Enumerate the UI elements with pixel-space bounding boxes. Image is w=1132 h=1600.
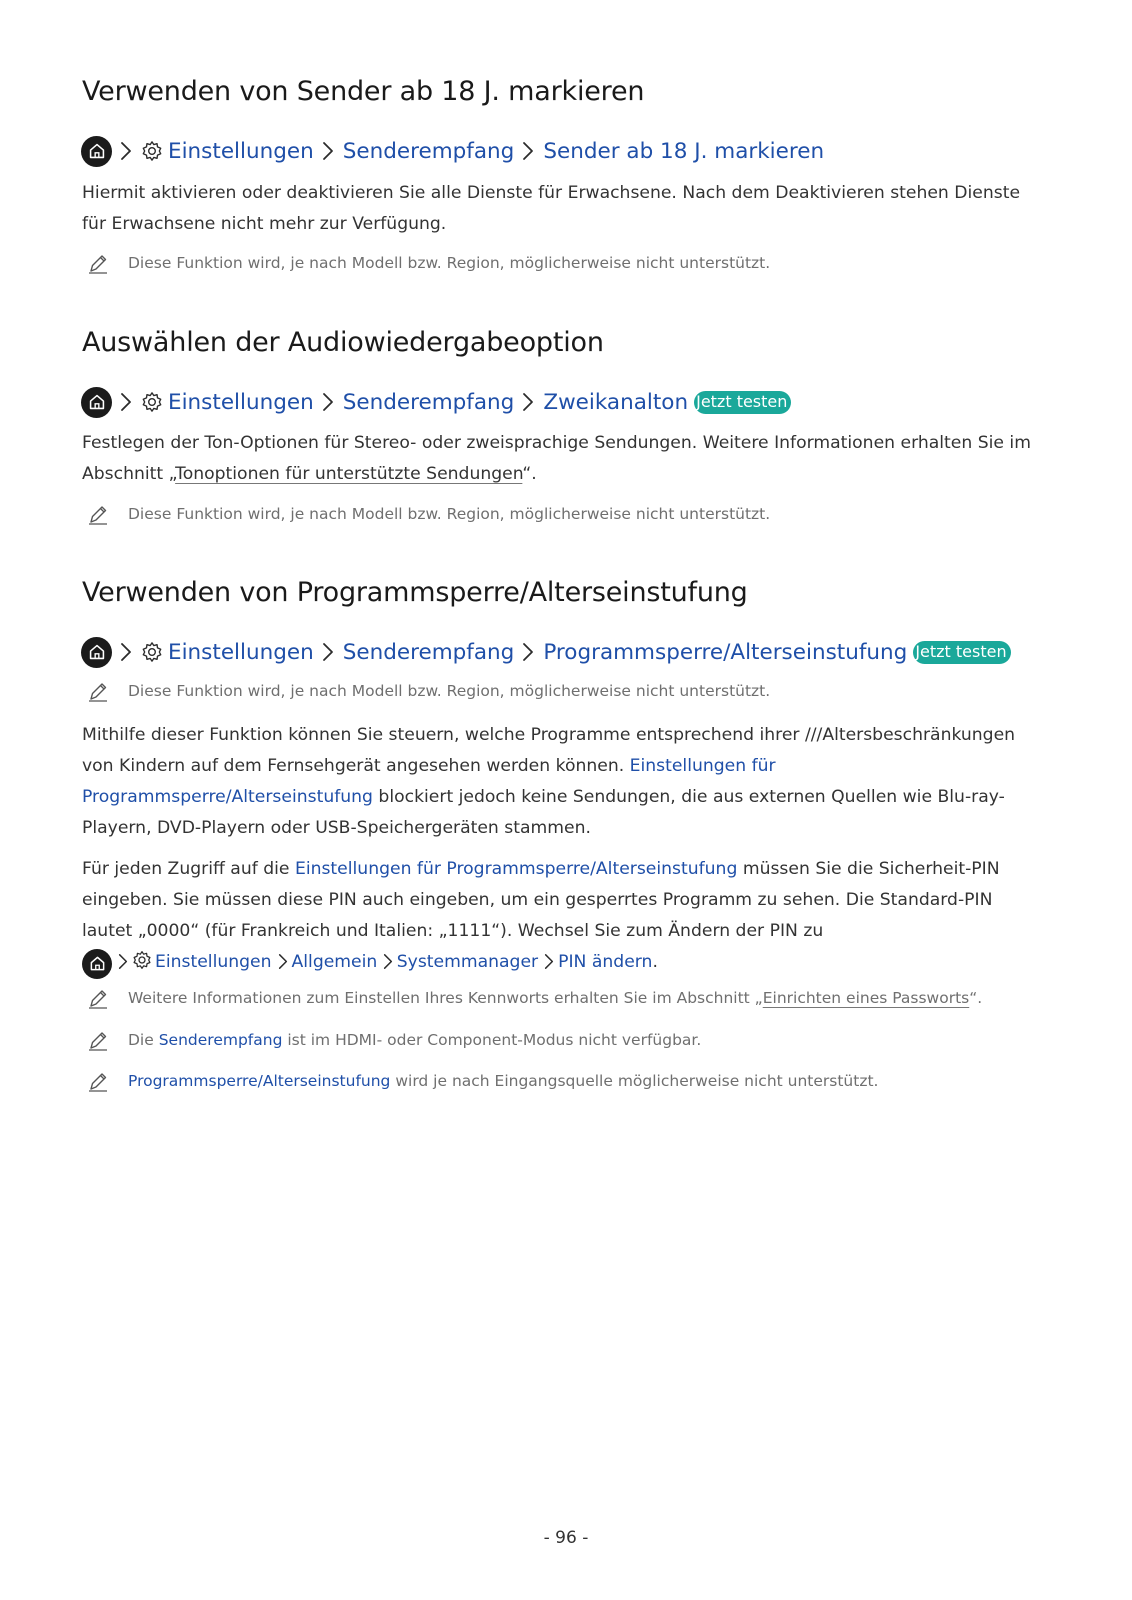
chevron-right-icon [120,392,132,412]
body-text: Mithilfe dieser Funktion können Sie steuern, welche Programme entsprechend ihrer ///Altersbeschränkungen von Kindern auf dem Fernsehgerät angesehen werden können. [82,725,1016,776]
gear-icon [141,641,163,663]
home-icon[interactable] [82,949,112,979]
note-hdmi-mode [88,1027,1068,1053]
body-text: . [652,952,658,972]
pencil-icon [88,252,128,274]
gear-icon [141,391,163,413]
pencil-icon [88,1070,128,1092]
path-item-parental-lock[interactable]: Programmsperre/Alterseinstufung [543,639,908,665]
menu-path-parental-lock [81,635,1011,669]
link-sound-options[interactable]: Tonoptionen für unterstützte Sendungen [175,464,523,484]
pencil-icon [88,503,128,525]
section-title-adult-channel: Verwenden von Sender ab 18 J. markieren [82,76,645,107]
body-text: Für jeden Zugriff auf die [82,859,295,879]
inline-menu-path [82,952,377,972]
path-item-system-manager[interactable]: Systemmanager [396,952,539,972]
gear-icon [141,140,163,162]
chevron-right-icon [278,950,288,981]
path-item-channel-reception[interactable]: Senderempfang [342,639,515,665]
link-parental-lock[interactable]: Programmsperre/Alterseinstufung [128,1072,391,1090]
menu-path-adult-channel [81,134,824,168]
chevron-right-icon [322,642,334,662]
home-icon[interactable] [81,637,112,668]
path-item-settings[interactable]: Einstellungen [168,138,314,164]
chevron-right-icon [522,141,534,161]
inline-menu-path-continued [383,952,653,972]
chevron-right-icon [120,141,132,161]
chevron-right-icon [383,950,393,981]
path-item-channel-reception[interactable]: Senderempfang [342,138,515,164]
section-body-adult-channel: Hiermit aktivieren oder deaktivieren Sie alle Dienste für Erwachsene. Nach dem Deaktivieren stehen Dienste für Erwachsene nicht mehr zur Verfügung. [82,183,1021,234]
note-parental-lock-support [88,678,1068,704]
section-title-audio-option: Auswählen der Audiowiedergabeoption [82,327,604,358]
note-text-part: Die [128,1031,159,1049]
body-text: “. [522,464,537,484]
note-audio-option [88,501,1068,527]
body-text: Festlegen der Ton-Optionen für Stereo- oder zweisprachige Sendungen. Weitere Informationen erhalten Sie im Abschnitt „ [82,433,1031,484]
section-body-parental-lock-1 [82,720,1047,844]
note-text-part: Weitere Informationen zum Einstellen Ihres Kennworts erhalten Sie im Abschnitt „ [128,989,763,1007]
section-title-parental-lock: Verwenden von Programmsperre/Alterseinstufung [82,577,748,608]
path-item-channel-reception[interactable]: Senderempfang [342,389,515,415]
note-text: Diese Funktion wird, je nach Modell bzw. Region, möglicherweise nicht unterstützt. [128,682,771,700]
chevron-right-icon [522,392,534,412]
link-set-password[interactable]: Einrichten eines Passworts [762,989,970,1007]
note-input-source [88,1068,1068,1094]
note-text [128,1031,701,1049]
path-item-settings[interactable]: Einstellungen [155,952,272,972]
gear-icon [132,950,152,981]
note-text-part: wird je nach Eingangsquelle möglicherweise nicht unterstützt. [390,1072,879,1090]
chevron-right-icon [120,642,132,662]
pencil-icon [88,680,128,702]
note-text [128,1072,878,1090]
section-body-parental-lock-2 [82,854,1047,981]
link-parental-lock-settings[interactable]: Einstellungen für Programmsperre/Alterseinstufung [82,756,776,807]
note-adult-channel [88,250,1068,276]
note-text [128,989,982,1007]
try-now-badge[interactable]: Jetzt testen [913,641,1010,664]
page-number: - 96 - [543,1528,589,1548]
pencil-icon [88,987,128,1009]
pencil-icon [88,1029,128,1051]
path-item-adult-channel[interactable]: Sender ab 18 J. markieren [543,138,825,164]
link-channel-reception[interactable]: Senderempfang [158,1031,283,1049]
note-text-part: ist im HDMI- oder Component-Modus nicht verfügbar. [282,1031,702,1049]
note-text: Diese Funktion wird, je nach Modell bzw. Region, möglicherweise nicht unterstützt. [128,505,771,523]
try-now-badge[interactable]: Jetzt testen [694,391,791,414]
path-item-general[interactable]: Allgemein [291,952,378,972]
chevron-right-icon [522,642,534,662]
note-text: Diese Funktion wird, je nach Modell bzw. Region, möglicherweise nicht unterstützt. [128,254,771,272]
chevron-right-icon [118,950,128,981]
home-icon[interactable] [81,136,112,167]
path-item-dual-audio[interactable]: Zweikanalton [543,389,689,415]
path-item-change-pin[interactable]: PIN ändern [558,952,653,972]
chevron-right-icon [322,392,334,412]
home-icon[interactable] [81,387,112,418]
note-text-part: “. [969,989,983,1007]
note-password [88,985,1068,1011]
path-item-settings[interactable]: Einstellungen [168,639,314,665]
chevron-right-icon [544,950,554,981]
body-text: blockiert jedoch keine Sendungen, die aus externen Quellen wie Blu-ray-Playern, DVD-Playern oder USB-Speichergeräten stammen. [82,787,1005,838]
chevron-right-icon [322,141,334,161]
path-item-settings[interactable]: Einstellungen [168,389,314,415]
body-text: müssen Sie die Sicherheit-PIN eingeben. Sie müssen diese PIN auch eingeben, um ein gesperrtes Programm zu sehen. Die Standard-PIN lautet „0000“ (für Frankreich und Italien: „1111“). Wechsel Sie zum Ändern der PIN zu [82,859,1000,941]
section-body-audio-option [82,428,1047,490]
link-parental-lock-settings[interactable]: Einstellungen für Programmsperre/Alterseinstufung [294,859,738,879]
menu-path-audio-option [81,385,791,419]
